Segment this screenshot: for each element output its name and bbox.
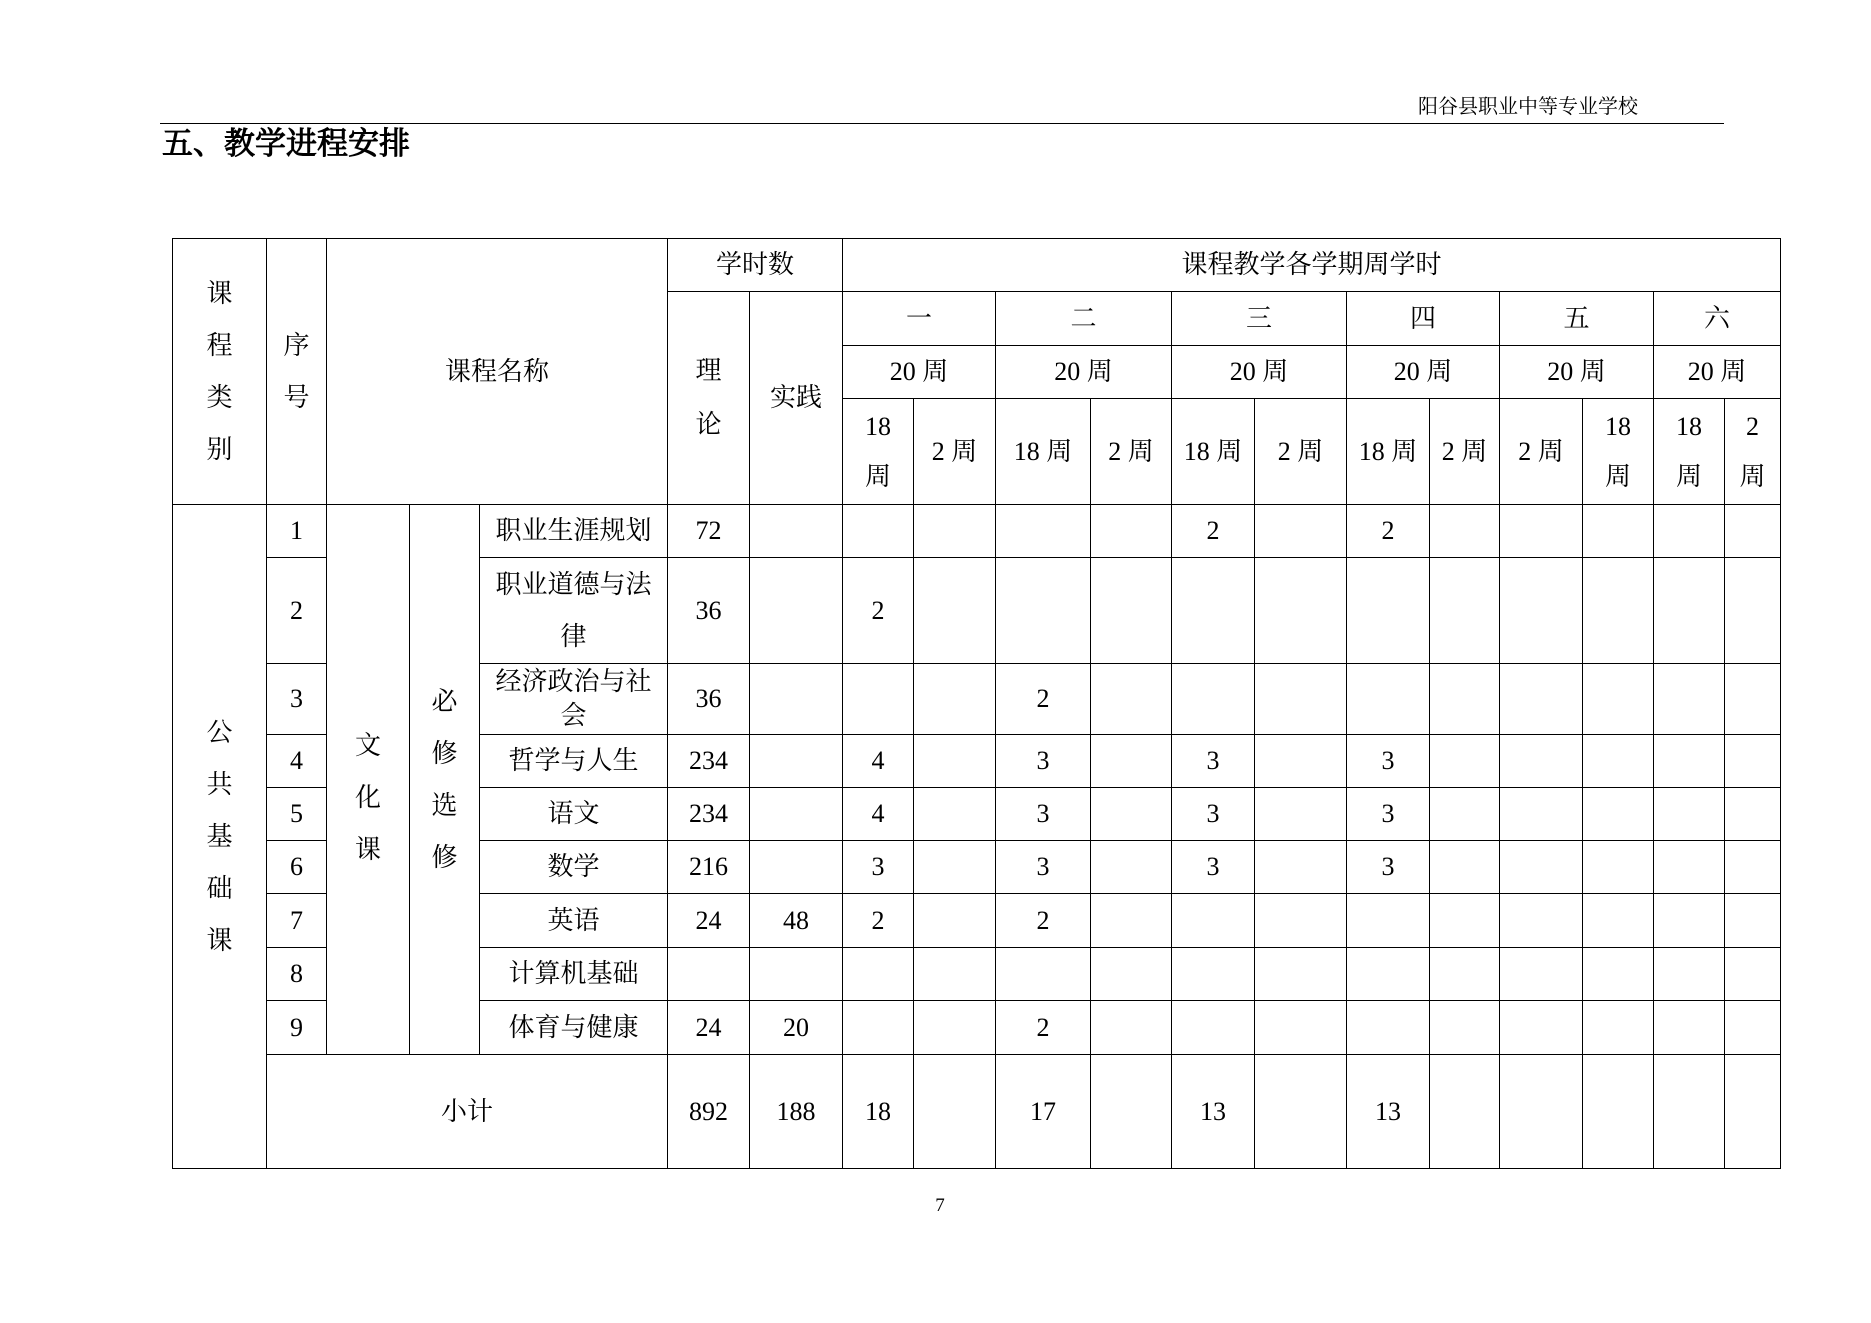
subtotal-weekly-cell: 18 bbox=[843, 1055, 914, 1169]
practice-hours-cell bbox=[750, 841, 843, 894]
header-semester-1: 一 bbox=[843, 292, 996, 346]
weekly-hours-cell: 3 bbox=[843, 841, 914, 894]
weekly-hours-cell bbox=[1654, 841, 1725, 894]
theory-hours-cell: 24 bbox=[668, 894, 750, 948]
weekly-hours-cell bbox=[1430, 1001, 1500, 1055]
course-name-cell: 英语 bbox=[480, 894, 668, 948]
course-name-cell: 体育与健康 bbox=[480, 1001, 668, 1055]
subtotal-weekly-cell: 17 bbox=[996, 1055, 1091, 1169]
weekly-hours-cell bbox=[1255, 841, 1347, 894]
serial-no-cell: 1 bbox=[267, 505, 327, 558]
week-split-label: 18 周 bbox=[1605, 411, 1632, 491]
header-sem4-split-b: 2 周 bbox=[1430, 399, 1500, 505]
header-weekly-hours: 课程教学各学期周学时 bbox=[843, 239, 1781, 292]
weekly-hours-cell bbox=[1583, 894, 1654, 948]
subtotal-weekly-cell: 13 bbox=[1347, 1055, 1430, 1169]
weekly-hours-cell bbox=[1654, 894, 1725, 948]
weekly-hours-cell: 3 bbox=[1172, 841, 1255, 894]
weekly-hours-cell bbox=[1725, 1001, 1781, 1055]
practice-hours-cell bbox=[750, 558, 843, 664]
weekly-hours-cell bbox=[843, 505, 914, 558]
serial-no-cell: 5 bbox=[267, 788, 327, 841]
serial-no-cell: 8 bbox=[267, 948, 327, 1001]
theory-hours-cell: 234 bbox=[668, 735, 750, 788]
section-title: 五、教学进程安排 bbox=[162, 126, 410, 162]
theory-hours-cell: 36 bbox=[668, 558, 750, 664]
weekly-hours-cell bbox=[1347, 894, 1430, 948]
course-name-cell: 职业道德与法律 bbox=[480, 558, 668, 664]
weekly-hours-cell bbox=[1725, 558, 1781, 664]
weekly-hours-cell bbox=[1255, 948, 1347, 1001]
serial-no-cell: 3 bbox=[267, 664, 327, 735]
serial-no-cell: 9 bbox=[267, 1001, 327, 1055]
header-sem5-split-b bbox=[1583, 399, 1654, 505]
weekly-hours-cell bbox=[1255, 894, 1347, 948]
weekly-hours-cell bbox=[1255, 1001, 1347, 1055]
weekly-hours-cell bbox=[1091, 735, 1172, 788]
weekly-hours-cell: 2 bbox=[1172, 505, 1255, 558]
weekly-hours-cell bbox=[1654, 664, 1725, 735]
weekly-hours-cell bbox=[1430, 664, 1500, 735]
weekly-hours-cell bbox=[914, 948, 996, 1001]
weekly-hours-cell bbox=[1583, 788, 1654, 841]
header-course-category bbox=[173, 239, 267, 505]
weekly-hours-cell bbox=[1725, 948, 1781, 1001]
weekly-hours-cell bbox=[996, 505, 1091, 558]
header-sem4-split-a: 18 周 bbox=[1347, 399, 1430, 505]
weekly-hours-cell bbox=[1583, 735, 1654, 788]
weekly-hours-cell bbox=[1654, 735, 1725, 788]
page-number: 7 bbox=[935, 1195, 945, 1216]
header-semester-1-weeks: 20 周 bbox=[843, 346, 996, 399]
requirement-label: 必修选修 bbox=[431, 686, 458, 872]
weekly-hours-cell bbox=[1091, 505, 1172, 558]
weekly-hours-cell: 3 bbox=[1347, 735, 1430, 788]
header-serial-no-label: 序号 bbox=[283, 330, 310, 412]
subtotal-weekly-cell bbox=[914, 1055, 996, 1169]
theory-hours-cell: 216 bbox=[668, 841, 750, 894]
weekly-hours-cell bbox=[1583, 505, 1654, 558]
serial-no-cell: 7 bbox=[267, 894, 327, 948]
week-split-label: 18 周 bbox=[865, 411, 892, 491]
weekly-hours-cell bbox=[1172, 558, 1255, 664]
weekly-hours-cell: 4 bbox=[843, 788, 914, 841]
practice-hours-cell: 20 bbox=[750, 1001, 843, 1055]
header-serial-no bbox=[267, 239, 327, 505]
weekly-hours-cell bbox=[1583, 558, 1654, 664]
weekly-hours-cell bbox=[1500, 735, 1583, 788]
header-sem2-split-a: 18 周 bbox=[996, 399, 1091, 505]
weekly-hours-cell bbox=[914, 505, 996, 558]
weekly-hours-cell: 3 bbox=[1347, 841, 1430, 894]
subcategory-label: 文化课 bbox=[355, 730, 382, 864]
weekly-hours-cell bbox=[1172, 1001, 1255, 1055]
subcategory-cell bbox=[327, 505, 410, 1055]
weekly-hours-cell: 2 bbox=[843, 894, 914, 948]
weekly-hours-cell bbox=[1500, 948, 1583, 1001]
weekly-hours-cell: 3 bbox=[996, 841, 1091, 894]
weekly-hours-cell bbox=[843, 948, 914, 1001]
weekly-hours-cell bbox=[843, 1001, 914, 1055]
theory-hours-cell: 234 bbox=[668, 788, 750, 841]
weekly-hours-cell bbox=[914, 558, 996, 664]
weekly-hours-cell: 3 bbox=[1172, 788, 1255, 841]
weekly-hours-cell bbox=[914, 735, 996, 788]
category-label: 公共基础课 bbox=[206, 717, 233, 955]
course-name-cell: 经济政治与社会 bbox=[480, 664, 668, 735]
weekly-hours-cell bbox=[1725, 788, 1781, 841]
weekly-hours-cell bbox=[1255, 505, 1347, 558]
header-course-name: 课程名称 bbox=[327, 239, 668, 505]
weekly-hours-cell bbox=[1091, 948, 1172, 1001]
weekly-hours-cell bbox=[1583, 1001, 1654, 1055]
weekly-hours-cell bbox=[914, 1001, 996, 1055]
theory-hours-cell: 24 bbox=[668, 1001, 750, 1055]
weekly-hours-cell bbox=[1500, 664, 1583, 735]
header-semester-4-weeks: 20 周 bbox=[1347, 346, 1500, 399]
weekly-hours-cell bbox=[914, 894, 996, 948]
weekly-hours-cell bbox=[1347, 1001, 1430, 1055]
weekly-hours-cell: 4 bbox=[843, 735, 914, 788]
weekly-hours-cell bbox=[1654, 788, 1725, 841]
course-name-cell: 语文 bbox=[480, 788, 668, 841]
header-sem5-split-a: 2 周 bbox=[1500, 399, 1583, 505]
weekly-hours-cell: 2 bbox=[843, 558, 914, 664]
course-name-cell: 哲学与人生 bbox=[480, 735, 668, 788]
header-semester-5-weeks: 20 周 bbox=[1500, 346, 1654, 399]
weekly-hours-cell bbox=[1091, 841, 1172, 894]
category-cell bbox=[173, 505, 267, 1169]
week-split-label: 18 周 bbox=[1676, 411, 1703, 491]
theory-hours-cell bbox=[668, 948, 750, 1001]
weekly-hours-cell bbox=[1725, 735, 1781, 788]
weekly-hours-cell bbox=[1430, 894, 1500, 948]
weekly-hours-cell bbox=[1430, 735, 1500, 788]
weekly-hours-cell bbox=[1430, 558, 1500, 664]
weekly-hours-cell: 3 bbox=[1347, 788, 1430, 841]
header-theory-label: 理论 bbox=[695, 356, 722, 439]
weekly-hours-cell bbox=[1091, 788, 1172, 841]
weekly-hours-cell bbox=[1500, 841, 1583, 894]
weekly-hours-cell bbox=[1500, 788, 1583, 841]
subtotal-weekly-cell bbox=[1583, 1055, 1654, 1169]
weekly-hours-cell bbox=[1430, 788, 1500, 841]
header-semester-2: 二 bbox=[996, 292, 1172, 346]
weekly-hours-cell bbox=[1583, 841, 1654, 894]
weekly-hours-cell bbox=[1500, 505, 1583, 558]
weekly-hours-cell bbox=[1654, 1001, 1725, 1055]
course-name-cell: 计算机基础 bbox=[480, 948, 668, 1001]
weekly-hours-cell: 2 bbox=[996, 664, 1091, 735]
header-sem3-split-a: 18 周 bbox=[1172, 399, 1255, 505]
weekly-hours-cell: 3 bbox=[996, 788, 1091, 841]
weekly-hours-cell bbox=[1500, 1001, 1583, 1055]
subtotal-label: 小计 bbox=[267, 1055, 668, 1169]
course-row bbox=[173, 505, 1781, 558]
course-name-cell: 职业生涯规划 bbox=[480, 505, 668, 558]
serial-no-cell: 4 bbox=[267, 735, 327, 788]
weekly-hours-cell bbox=[1500, 558, 1583, 664]
weekly-hours-cell bbox=[996, 948, 1091, 1001]
course-name-cell: 数学 bbox=[480, 841, 668, 894]
header-sem1-split-a bbox=[843, 399, 914, 505]
weekly-hours-cell bbox=[1430, 948, 1500, 1001]
header-semester-2-weeks: 20 周 bbox=[996, 346, 1172, 399]
weekly-hours-cell bbox=[1430, 505, 1500, 558]
subtotal-theory: 892 bbox=[668, 1055, 750, 1169]
subtotal-weekly-cell: 13 bbox=[1172, 1055, 1255, 1169]
weekly-hours-cell: 2 bbox=[1347, 505, 1430, 558]
subtotal-weekly-cell bbox=[1091, 1055, 1172, 1169]
weekly-hours-cell bbox=[1725, 841, 1781, 894]
weekly-hours-cell bbox=[1654, 558, 1725, 664]
practice-hours-cell bbox=[750, 735, 843, 788]
teaching-schedule-table bbox=[172, 238, 1781, 1169]
subtotal-row bbox=[173, 1055, 1781, 1169]
header-class-hours: 学时数 bbox=[668, 239, 843, 292]
header-semester-4: 四 bbox=[1347, 292, 1500, 346]
subtotal-weekly-cell bbox=[1725, 1055, 1781, 1169]
weekly-hours-cell bbox=[1347, 664, 1430, 735]
weekly-hours-cell bbox=[1255, 558, 1347, 664]
subtotal-weekly-cell bbox=[1255, 1055, 1347, 1169]
weekly-hours-cell bbox=[1725, 894, 1781, 948]
weekly-hours-cell: 3 bbox=[996, 735, 1091, 788]
subtotal-weekly-cell bbox=[1500, 1055, 1583, 1169]
weekly-hours-cell bbox=[1583, 664, 1654, 735]
practice-hours-cell bbox=[750, 505, 843, 558]
weekly-hours-cell bbox=[1347, 558, 1430, 664]
header-row-1 bbox=[173, 239, 1781, 292]
weekly-hours-cell bbox=[1172, 664, 1255, 735]
header-theory bbox=[668, 292, 750, 505]
weekly-hours-cell bbox=[1725, 664, 1781, 735]
serial-no-cell: 2 bbox=[267, 558, 327, 664]
weekly-hours-cell bbox=[1091, 664, 1172, 735]
requirement-cell bbox=[410, 505, 480, 1055]
weekly-hours-cell bbox=[1091, 558, 1172, 664]
practice-hours-cell bbox=[750, 788, 843, 841]
weekly-hours-cell bbox=[996, 558, 1091, 664]
weekly-hours-cell bbox=[1583, 948, 1654, 1001]
header-semester-6: 六 bbox=[1654, 292, 1781, 346]
header-sem1-split-b: 2 周 bbox=[914, 399, 996, 505]
weekly-hours-cell bbox=[914, 841, 996, 894]
page-header-school-name: 阳谷县职业中等专业学校 bbox=[1418, 96, 1638, 118]
weekly-hours-cell bbox=[1725, 505, 1781, 558]
week-split-label: 2 周 bbox=[1739, 411, 1766, 491]
weekly-hours-cell bbox=[1430, 841, 1500, 894]
theory-hours-cell: 36 bbox=[668, 664, 750, 735]
header-sem6-split-b bbox=[1725, 399, 1781, 505]
weekly-hours-cell bbox=[1255, 788, 1347, 841]
weekly-hours-cell bbox=[914, 788, 996, 841]
weekly-hours-cell bbox=[1255, 735, 1347, 788]
header-practice: 实践 bbox=[750, 292, 843, 505]
weekly-hours-cell bbox=[1500, 894, 1583, 948]
serial-no-cell: 6 bbox=[267, 841, 327, 894]
practice-hours-cell bbox=[750, 948, 843, 1001]
weekly-hours-cell bbox=[843, 664, 914, 735]
weekly-hours-cell bbox=[1654, 505, 1725, 558]
header-semester-5: 五 bbox=[1500, 292, 1654, 346]
weekly-hours-cell bbox=[1091, 894, 1172, 948]
header-semester-6-weeks: 20 周 bbox=[1654, 346, 1781, 399]
weekly-hours-cell bbox=[1172, 948, 1255, 1001]
subtotal-weekly-cell bbox=[1654, 1055, 1725, 1169]
weekly-hours-cell bbox=[1347, 948, 1430, 1001]
weekly-hours-cell: 2 bbox=[996, 894, 1091, 948]
header-course-category-label: 课程类别 bbox=[206, 278, 233, 464]
subtotal-practice: 188 bbox=[750, 1055, 843, 1169]
practice-hours-cell bbox=[750, 664, 843, 735]
weekly-hours-cell bbox=[1091, 1001, 1172, 1055]
header-sem6-split-a bbox=[1654, 399, 1725, 505]
weekly-hours-cell bbox=[1172, 894, 1255, 948]
weekly-hours-cell bbox=[914, 664, 996, 735]
theory-hours-cell: 72 bbox=[668, 505, 750, 558]
weekly-hours-cell: 3 bbox=[1172, 735, 1255, 788]
header-sem3-split-b: 2 周 bbox=[1255, 399, 1347, 505]
header-semester-3: 三 bbox=[1172, 292, 1347, 346]
weekly-hours-cell bbox=[1654, 948, 1725, 1001]
subtotal-weekly-cell bbox=[1430, 1055, 1500, 1169]
header-rule bbox=[160, 123, 1724, 124]
practice-hours-cell: 48 bbox=[750, 894, 843, 948]
header-sem2-split-b: 2 周 bbox=[1091, 399, 1172, 505]
header-semester-3-weeks: 20 周 bbox=[1172, 346, 1347, 399]
weekly-hours-cell bbox=[1255, 664, 1347, 735]
weekly-hours-cell: 2 bbox=[996, 1001, 1091, 1055]
